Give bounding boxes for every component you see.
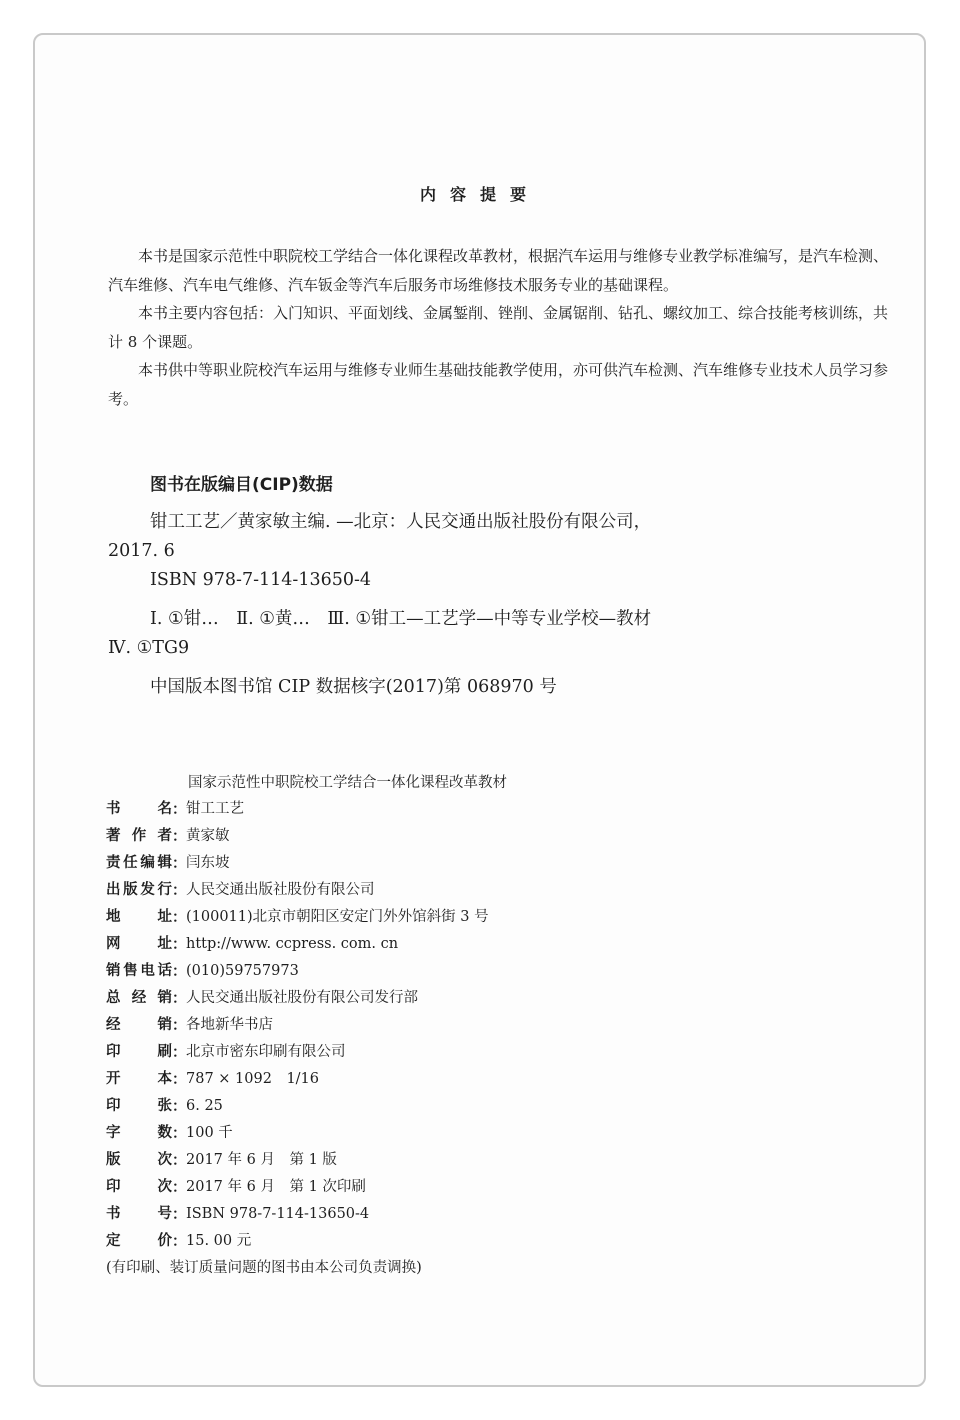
colophon-label: 总经销 [106,990,172,1006]
colophon-value: 787 × 1092 1/16 [186,1071,320,1087]
colophon-row [106,1066,507,1093]
colophon-colon: ： [172,1152,187,1169]
cip-record: 中国版本图书馆 CIP 数据核字(2017)第 068970 号 [150,677,557,697]
abstract-body [108,242,888,414]
colophon [106,770,507,1282]
colophon-colon: ： [172,1098,187,1115]
colophon-label: 经销 [106,1017,172,1033]
colophon-colon: ： [172,855,187,872]
colophon-value: (010)59757973 [186,963,299,979]
colophon-label: 版次 [106,1152,172,1168]
colophon-row [106,1120,507,1147]
colophon-colon: ： [172,882,187,899]
abstract-title: 内容提要 [419,185,540,204]
colophon-colon: ： [172,1017,187,1034]
colophon-colon: ： [172,1044,187,1061]
colophon-row [106,1174,507,1201]
colophon-row [106,877,507,904]
colophon-row [106,985,507,1012]
colophon-value: http://www. ccpress. com. cn [186,936,399,952]
colophon-value: 人民交通出版社股份有限公司 [186,882,375,898]
colophon-label: 书号 [106,1206,172,1222]
colophon-row [106,1147,507,1174]
colophon-label: 书名 [106,801,172,817]
cip-isbn: ISBN 978-7-114-13650-4 [150,570,372,590]
colophon-value: 人民交通出版社股份有限公司发行部 [186,990,418,1006]
abstract-paragraph: 本书主要内容包括：入门知识、平面划线、金属錾削、锉削、金属锯削、钻孔、螺纹加工、综合技能考核训练，共计 8 个课题。 [108,304,889,351]
series-title: 国家示范性中职院校工学结合一体化课程改革教材 [188,775,507,791]
colophon-colon: ： [172,1179,187,1196]
colophon-row [106,796,507,823]
cip-heading: 图书在版编目(CIP)数据 [150,475,333,495]
colophon-label: 印张 [106,1098,172,1114]
colophon-colon: ： [172,828,187,845]
colophon-row [106,823,507,850]
colophon-value: 黄家敏 [186,828,230,844]
colophon-label: 出版发行 [106,882,172,898]
colophon-value: 100 千 [186,1125,233,1141]
colophon-value: 各地新华书店 [186,1017,273,1033]
colophon-label: 网址 [106,936,172,952]
cip-data [108,508,668,702]
colophon-colon: ： [172,801,187,818]
quality-note: (有印刷、装订质量问题的图书由本公司负责调换) [106,1260,422,1276]
colophon-label: 责任编辑 [106,855,172,871]
colophon-row [106,1093,507,1120]
colophon-row [106,1201,507,1228]
colophon-row [106,1228,507,1255]
colophon-value: 闫东坡 [186,855,230,871]
cip-classification: Ⅰ. ①钳… Ⅱ. ①黄… Ⅲ. ①钳工—工艺学—中等专业学校—教材 Ⅳ. ①TG9 [108,609,669,658]
colophon-value: ISBN 978-7-114-13650-4 [186,1206,370,1222]
colophon-label: 定价 [106,1233,172,1249]
colophon-label: 著作者 [106,828,172,844]
colophon-colon: ： [172,1125,187,1142]
colophon-colon: ： [172,990,187,1007]
abstract-paragraph: 本书供中等职业院校汽车运用与维修专业师生基础技能教学使用，亦可供汽车检测、汽车维修专业技术人员学习参考。 [108,361,889,408]
colophon-row [106,931,507,958]
colophon-label: 开本 [106,1071,172,1087]
colophon-row [106,1039,507,1066]
colophon-label: 印刷 [106,1044,172,1060]
colophon-colon: ： [172,1206,187,1223]
colophon-row [106,904,507,931]
colophon-row [106,850,507,877]
colophon-value: 2017 年 6 月 第 1 次印刷 [186,1179,366,1195]
colophon-label: 印次 [106,1179,172,1195]
colophon-value: 钳工工艺 [186,801,244,817]
colophon-label: 销售电话 [106,963,172,979]
colophon-colon: ： [172,963,187,980]
colophon-label: 字数 [106,1125,172,1141]
abstract-paragraph: 本书是国家示范性中职院校工学结合一体化课程改革教材，根据汽车运用与维修专业教学标准编写，是汽车检测、汽车维修、汽车电气维修、汽车钣金等汽车后服务市场维修技术服务专业的基础课程。 [108,247,889,294]
colophon-label: 地址 [106,909,172,925]
colophon-value: 北京市密东印刷有限公司 [186,1044,346,1060]
colophon-colon: ： [172,909,187,926]
colophon-colon: ： [172,1233,187,1250]
cip-entry: 钳工工艺／黄家敏主编. —北京：人民交通出版社股份有限公司，2017. 6 [108,512,652,561]
colophon-row [106,958,507,985]
colophon-value: 6. 25 [186,1098,223,1114]
colophon-value: 2017 年 6 月 第 1 版 [186,1152,337,1168]
colophon-row [106,1012,507,1039]
colophon-colon: ： [172,1071,187,1088]
colophon-colon: ： [172,936,187,953]
colophon-value: 15. 00 元 [186,1233,252,1249]
colophon-value: (100011)北京市朝阳区安定门外外馆斜街 3 号 [186,909,489,925]
